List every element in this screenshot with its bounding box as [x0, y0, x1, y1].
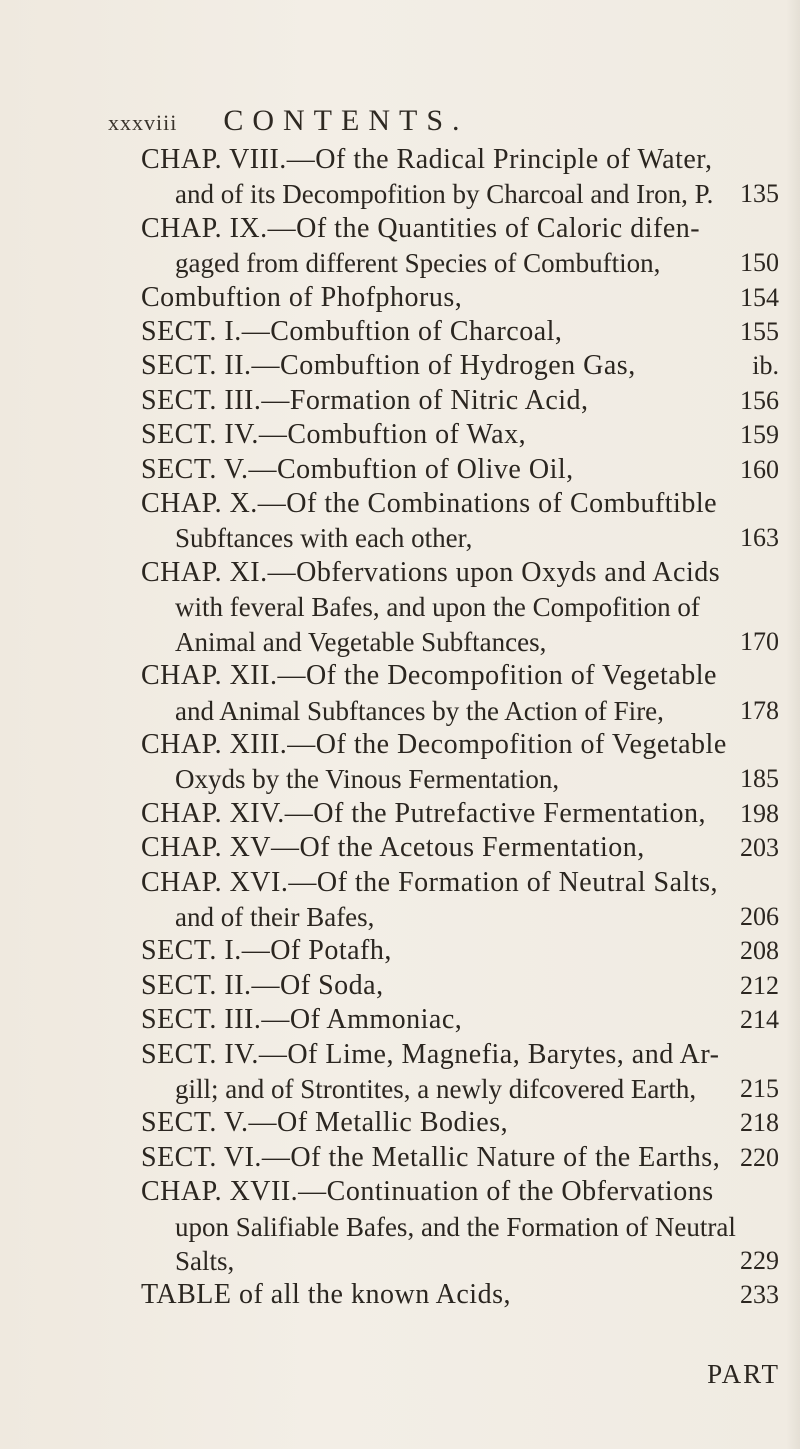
toc-page-number: 178: [740, 695, 779, 725]
toc-entry-continuation: with feveral Bafes, and upon the Compofition of: [175, 592, 700, 623]
toc-entry-title: CHAP. XII.—Of the Decompofition of Vegetable: [141, 660, 717, 692]
toc-entry: [141, 969, 789, 1003]
toc-page-number: 150: [740, 248, 779, 278]
toc-page-number: 156: [740, 385, 779, 415]
toc-entry-title: TABLE of all the known Acids,: [141, 1279, 511, 1311]
toc-entry-continuation: and of their Bafes,: [175, 901, 375, 932]
toc-entry: [141, 831, 789, 865]
toc-page-number: 155: [740, 317, 779, 347]
toc-entry-continuation: Oxyds by the Vinous Fermentation,: [175, 764, 560, 795]
toc-page-number: ib.: [752, 351, 779, 381]
toc-page-number: 214: [740, 1005, 779, 1035]
toc-entry-title: SECT. II.—Of Soda,: [141, 969, 384, 1001]
toc-entry-title: Combuftion of Phofphorus,: [141, 281, 463, 313]
toc-entry-continuation: gill; and of Strontites, a newly difcovered Earth,: [175, 1073, 697, 1104]
toc-entry-title: CHAP. X.—Of the Combinations of Combuftible: [141, 488, 718, 520]
toc-entry-title: CHAP. XVI.—Of the Formation of Neutral Salts,: [141, 866, 719, 898]
toc-entry: [141, 1038, 789, 1107]
toc-page-number: 185: [740, 764, 779, 794]
toc-page-number: 212: [740, 970, 779, 1000]
toc-entry-title: SECT. IV.—Combuftion of Wax,: [141, 419, 527, 451]
toc-page-number: 170: [740, 626, 779, 656]
toc-page-number: 203: [740, 833, 779, 863]
toc-page-number: 233: [740, 1280, 779, 1310]
toc-entry: [141, 212, 789, 281]
page-header: [108, 104, 648, 144]
toc-entry-title: CHAP. XIV.—Of the Putrefactive Fermentation,: [141, 797, 707, 829]
running-head: CONTENTS.: [223, 104, 469, 137]
toc-entry: [141, 281, 789, 315]
toc-entry-title: SECT. IV.—Of Lime, Magnefia, Barytes, and Ar-: [141, 1038, 720, 1070]
toc-entry-title: CHAP. XI.—Obfervations upon Oxyds and Acids: [141, 556, 721, 588]
toc-page-number: 215: [740, 1073, 779, 1103]
toc-entry: [141, 728, 789, 797]
toc-entry-title: SECT. I.—Combuftion of Charcoal,: [141, 316, 563, 348]
toc-page-number: 160: [740, 454, 779, 484]
toc-entry-title: CHAP. XVII.—Continuation of the Obfervations: [141, 1176, 714, 1208]
toc-entry-continuation: and Animal Subftances by the Action of Fire,: [175, 695, 664, 726]
toc-page-number: 135: [740, 179, 779, 209]
page-number: xxxviii: [108, 110, 178, 135]
toc-page-number: 206: [740, 901, 779, 931]
toc-entry-continuation: upon Salifiable Bafes, and the Formation of Neutral: [175, 1211, 736, 1242]
toc-entry: [141, 659, 789, 728]
toc-page-number: 198: [740, 798, 779, 828]
toc-entry-title: SECT. II.—Combuftion of Hydrogen Gas,: [141, 350, 636, 382]
catchword: PART: [707, 1359, 780, 1389]
toc-entry: [141, 1141, 789, 1175]
toc-entry-title: CHAP. XIII.—Of the Decompofition of Vegetable: [141, 728, 727, 760]
toc-entry-title: SECT. III.—Of Ammoniac,: [141, 1004, 463, 1036]
toc-entry: [141, 315, 789, 349]
toc-entry: [141, 797, 789, 831]
toc-page-number: 220: [740, 1142, 779, 1172]
toc-entry: [141, 556, 789, 659]
toc-page-number: 159: [740, 420, 779, 450]
toc-entry-title: CHAP. VIII.—Of the Radical Principle of Water,: [141, 144, 713, 175]
toc-entry-title: SECT. III.—Formation of Nitric Acid,: [141, 384, 589, 416]
table-of-contents: [141, 143, 789, 1313]
toc-entry-title: SECT. I.—Of Potafh,: [141, 935, 392, 967]
toc-entry: [141, 487, 789, 556]
toc-page-number: 229: [740, 1246, 779, 1275]
toc-entry-title: SECT. V.—Combuftion of Olive Oil,: [141, 453, 574, 485]
toc-entry-continuation: and of its Decompofition by Charcoal and Iron, P.: [175, 179, 714, 210]
toc-page-number: 163: [740, 523, 779, 553]
toc-entry: [141, 418, 789, 452]
toc-entry: [141, 1278, 789, 1312]
toc-entry: [141, 1003, 789, 1037]
toc-entry: [141, 384, 789, 418]
toc-entry: [141, 1175, 789, 1278]
toc-entry-continuation: Animal and Vegetable Subftances,: [175, 626, 547, 657]
toc-page-number: 218: [740, 1108, 779, 1138]
toc-entry-continuation: Subftances with each other,: [175, 523, 473, 554]
toc-entry-title: SECT. VI.—Of the Metallic Nature of the Earths,: [141, 1141, 721, 1173]
toc-entry: [141, 1106, 789, 1140]
toc-entry: [141, 453, 789, 487]
toc-entry-continuation: Salts,: [175, 1246, 235, 1276]
toc-entry-title: CHAP. XV—Of the Acetous Fermentation,: [141, 832, 645, 864]
toc-entry: [141, 143, 789, 212]
toc-page-number: 208: [740, 936, 779, 966]
toc-entry: [141, 934, 789, 968]
toc-entry: [141, 349, 789, 383]
toc-entry-title: CHAP. IX.—Of the Quantities of Caloric difen-: [141, 212, 701, 244]
toc-page-number: 154: [740, 282, 779, 312]
toc-entry: [141, 866, 789, 935]
toc-entry-title: SECT. V.—Of Metallic Bodies,: [141, 1107, 509, 1139]
toc-entry-continuation: gaged from different Species of Combuftion,: [175, 248, 661, 279]
